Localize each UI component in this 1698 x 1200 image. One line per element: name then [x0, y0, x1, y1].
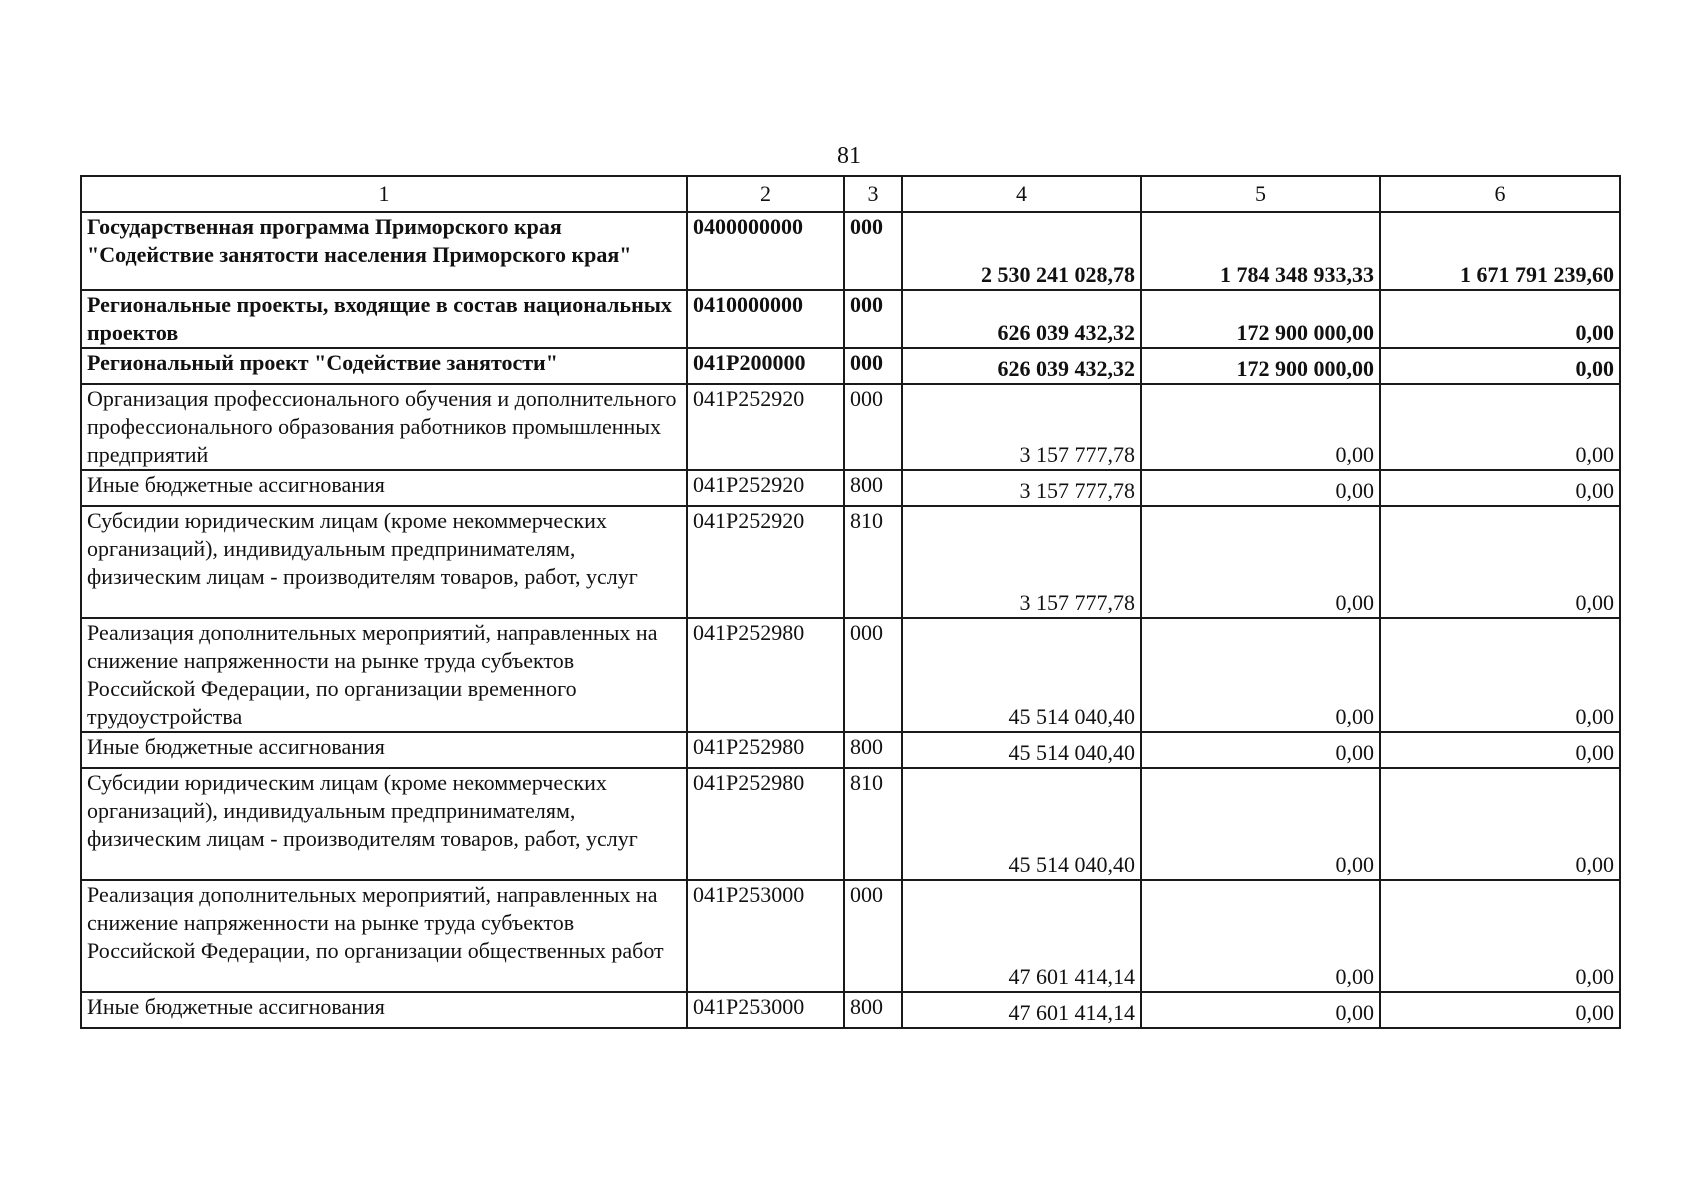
table-row [81, 212, 1620, 290]
table-row [81, 470, 1620, 506]
table-row [81, 348, 1620, 384]
row-amount-col6: 0,00 [1380, 348, 1620, 384]
row-name: Иные бюджетные ассигнования [81, 732, 687, 768]
row-amount-col4: 626 039 432,32 [902, 290, 1141, 348]
row-amount-col5: 0,00 [1141, 618, 1380, 732]
row-amount-col4: 3 157 777,78 [902, 384, 1141, 470]
row-expense-type-code: 000 [844, 348, 902, 384]
row-name: Государственная программа Приморского края "Содействие занятости населения Приморского края" [81, 212, 687, 290]
table-row [81, 880, 1620, 992]
row-amount-col4: 47 601 414,14 [902, 880, 1141, 992]
column-header-5: 5 [1141, 176, 1380, 212]
row-name: Субсидии юридическим лицам (кроме некоммерческих организаций), индивидуальным предпринимателям, физическим лицам - производителям товаров, работ, услуг [81, 768, 687, 880]
column-header-2: 2 [687, 176, 844, 212]
row-amount-col6: 0,00 [1380, 880, 1620, 992]
row-name: Иные бюджетные ассигнования [81, 470, 687, 506]
row-program-code: 0410000000 [687, 290, 844, 348]
row-program-code: 041P252920 [687, 470, 844, 506]
row-program-code: 041P252920 [687, 384, 844, 470]
row-expense-type-code: 000 [844, 290, 902, 348]
row-expense-type-code: 810 [844, 506, 902, 618]
row-name: Организация профессионального обучения и дополнительного профессионального образования работников промышленных предприятий [81, 384, 687, 470]
row-amount-col5: 172 900 000,00 [1141, 348, 1380, 384]
row-expense-type-code: 000 [844, 212, 902, 290]
row-amount-col5: 1 784 348 933,33 [1141, 212, 1380, 290]
row-program-code: 041P253000 [687, 992, 844, 1028]
table-row [81, 618, 1620, 732]
row-amount-col6: 0,00 [1380, 768, 1620, 880]
page-number: 81 [837, 143, 861, 169]
row-name: Субсидии юридическим лицам (кроме некоммерческих организаций), индивидуальным предпринимателям, физическим лицам - производителям товаров, работ, услуг [81, 506, 687, 618]
column-header-4: 4 [902, 176, 1141, 212]
row-amount-col4: 2 530 241 028,78 [902, 212, 1141, 290]
row-amount-col4: 45 514 040,40 [902, 732, 1141, 768]
row-program-code: 041P252980 [687, 768, 844, 880]
column-header-3: 3 [844, 176, 902, 212]
row-program-code: 041P253000 [687, 880, 844, 992]
row-name: Реализация дополнительных мероприятий, направленных на снижение напряженности на рынке труда субъектов Российской Федерации, по организации временного трудоустройства [81, 618, 687, 732]
row-amount-col5: 0,00 [1141, 732, 1380, 768]
row-name: Реализация дополнительных мероприятий, направленных на снижение напряженности на рынке труда субъектов Российской Федерации, по организации общественных работ [81, 880, 687, 992]
row-program-code: 041P252920 [687, 506, 844, 618]
column-number-header-row [81, 176, 1620, 212]
row-expense-type-code: 000 [844, 880, 902, 992]
row-amount-col5: 0,00 [1141, 384, 1380, 470]
table-row [81, 290, 1620, 348]
row-amount-col6: 0,00 [1380, 618, 1620, 732]
row-amount-col4: 47 601 414,14 [902, 992, 1141, 1028]
row-program-code: 041P252980 [687, 618, 844, 732]
row-expense-type-code: 800 [844, 992, 902, 1028]
row-amount-col5: 0,00 [1141, 880, 1380, 992]
row-program-code: 0400000000 [687, 212, 844, 290]
row-amount-col4: 626 039 432,32 [902, 348, 1141, 384]
row-amount-col5: 0,00 [1141, 506, 1380, 618]
row-amount-col5: 0,00 [1141, 768, 1380, 880]
column-header-1: 1 [81, 176, 687, 212]
row-amount-col5: 172 900 000,00 [1141, 290, 1380, 348]
row-amount-col6: 0,00 [1380, 470, 1620, 506]
row-amount-col4: 3 157 777,78 [902, 506, 1141, 618]
row-amount-col6: 0,00 [1380, 290, 1620, 348]
row-amount-col6: 0,00 [1380, 732, 1620, 768]
table-row [81, 732, 1620, 768]
table-row [81, 768, 1620, 880]
row-expense-type-code: 000 [844, 618, 902, 732]
budget-table [80, 175, 1621, 1029]
row-program-code: 041P200000 [687, 348, 844, 384]
row-expense-type-code: 800 [844, 732, 902, 768]
row-amount-col6: 0,00 [1380, 506, 1620, 618]
row-name: Региональные проекты, входящие в состав национальных проектов [81, 290, 687, 348]
row-program-code: 041P252980 [687, 732, 844, 768]
row-amount-col6: 0,00 [1380, 384, 1620, 470]
row-name: Региональный проект "Содействие занятости" [81, 348, 687, 384]
row-expense-type-code: 000 [844, 384, 902, 470]
row-amount-col4: 45 514 040,40 [902, 618, 1141, 732]
row-amount-col4: 45 514 040,40 [902, 768, 1141, 880]
row-amount-col6: 0,00 [1380, 992, 1620, 1028]
table-row [81, 384, 1620, 470]
row-expense-type-code: 810 [844, 768, 902, 880]
row-amount-col6: 1 671 791 239,60 [1380, 212, 1620, 290]
table-body [81, 212, 1620, 1028]
row-name: Иные бюджетные ассигнования [81, 992, 687, 1028]
row-amount-col4: 3 157 777,78 [902, 470, 1141, 506]
table-row [81, 506, 1620, 618]
row-expense-type-code: 800 [844, 470, 902, 506]
table-row [81, 992, 1620, 1028]
row-amount-col5: 0,00 [1141, 992, 1380, 1028]
row-amount-col5: 0,00 [1141, 470, 1380, 506]
column-header-6: 6 [1380, 176, 1620, 212]
